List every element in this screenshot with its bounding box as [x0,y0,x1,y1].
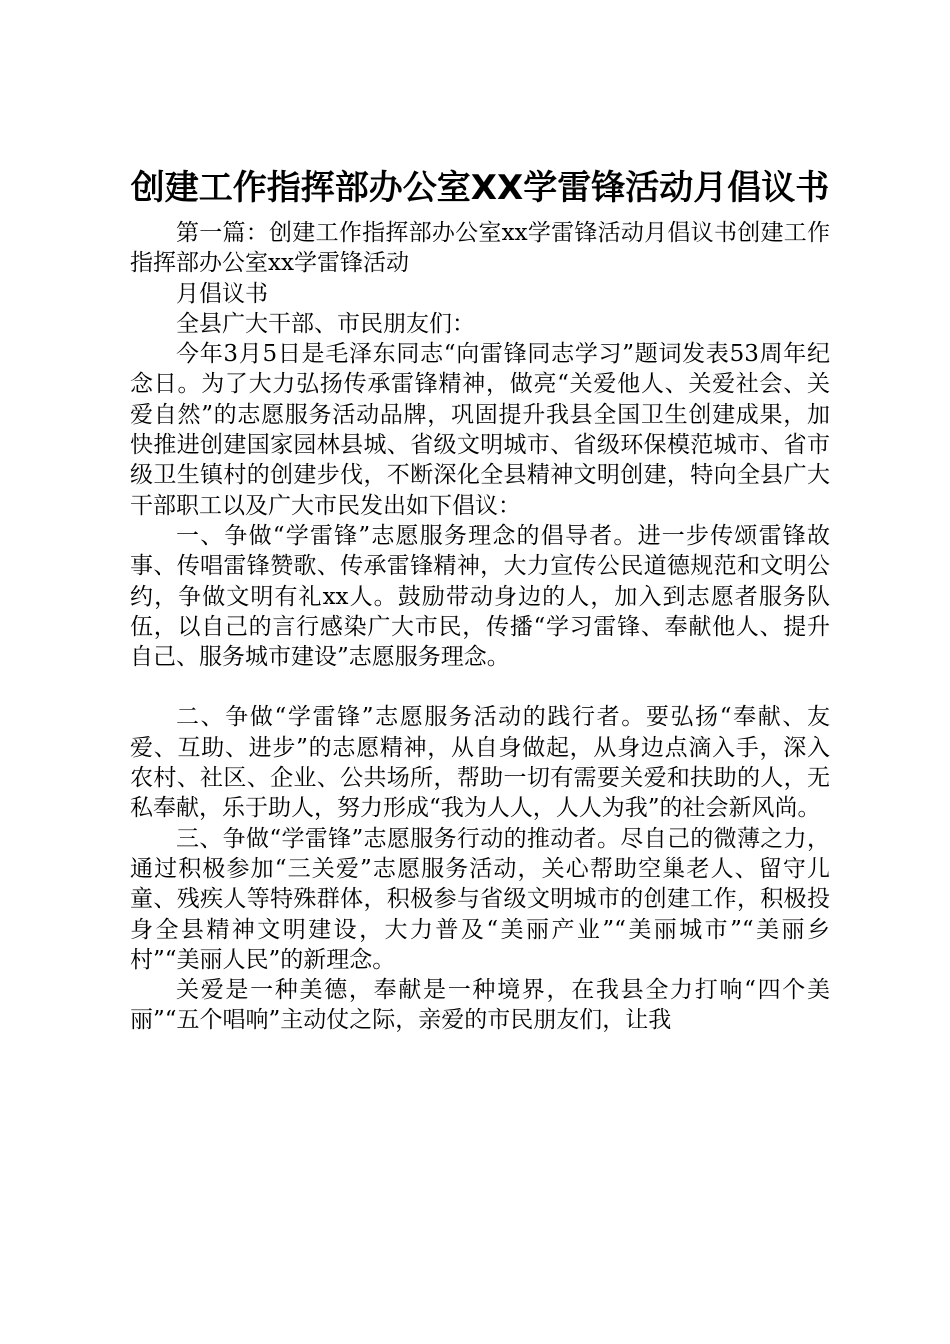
paragraph-background: 今年3月5日是毛泽东同志“向雷锋同志学习”题词发表53周年纪念日。为了大力弘扬传承雷锋精神，做亮“关爱他人、关爱社会、关爱自然”的志愿服务活动品牌，巩固提升我县全国卫生创建成果，加快推进创建国家园林县城、省级文明城市、省级环保模范城市、省市级卫生镇村的创建步伐，不断深化全县精神文明创建，特向全县广大干部职工以及广大市民发出如下倡议： [130,341,830,519]
paragraph-item-2: 二、争做“学雷锋”志愿服务活动的践行者。要弘扬“奉献、友爱、互助、进步”的志愿精神，从自身做起，从身边点滴入手，深入农村、社区、企业、公共场所，帮助一切有需要关爱和扶助的人，无私奉献，乐于助人，努力形成“我为人人，人人为我”的社会新风尚。 [130,704,830,822]
paragraph-subtitle: 月倡议书 [176,280,268,307]
paragraph-intro: 第一篇：创建工作指挥部办公室xx学雷锋活动月倡议书创建工作指挥部办公室xx学雷锋活动 [130,220,830,277]
paragraph-closing: 关爱是一种美德，奉献是一种境界，在我县全力打响“四个美丽”“五个唱响”主动仗之际，亲爱的市民朋友们，让我 [130,977,830,1034]
paragraph-item-1: 一、争做“学雷锋”志愿服务理念的倡导者。进一步传颂雷锋故事、传唱雷锋赞歌、传承雷锋精神，大力宣传公民道德规范和文明公约，争做文明有礼xx人。鼓励带动身边的人，加入到志愿者服务队伍，以自己的言行感染广大市民，传播“学习雷锋、奉献他人、提升自己、服务城市建设”志愿服务理念。 [130,522,830,671]
paragraph-item-3: 三、争做“学雷锋”志愿服务行动的推动者。尽自己的微薄之力，通过积极参加“三关爱”志愿服务活动，关心帮助空巢老人、留守儿童、残疾人等特殊群体，积极参与省级文明城市的创建工作，积极投身全县精神文明建设，大力普及“美丽产业”“美丽城市”“美丽乡村”“美丽人民”的新理念。 [130,825,830,973]
document-title: 创建工作指挥部办公室XX学雷锋活动月倡议书 [130,168,830,208]
document-page [130,160,830,1036]
paragraph-salutation: 全县广大干部、市民朋友们： [176,310,475,337]
document-body [130,218,830,1036]
